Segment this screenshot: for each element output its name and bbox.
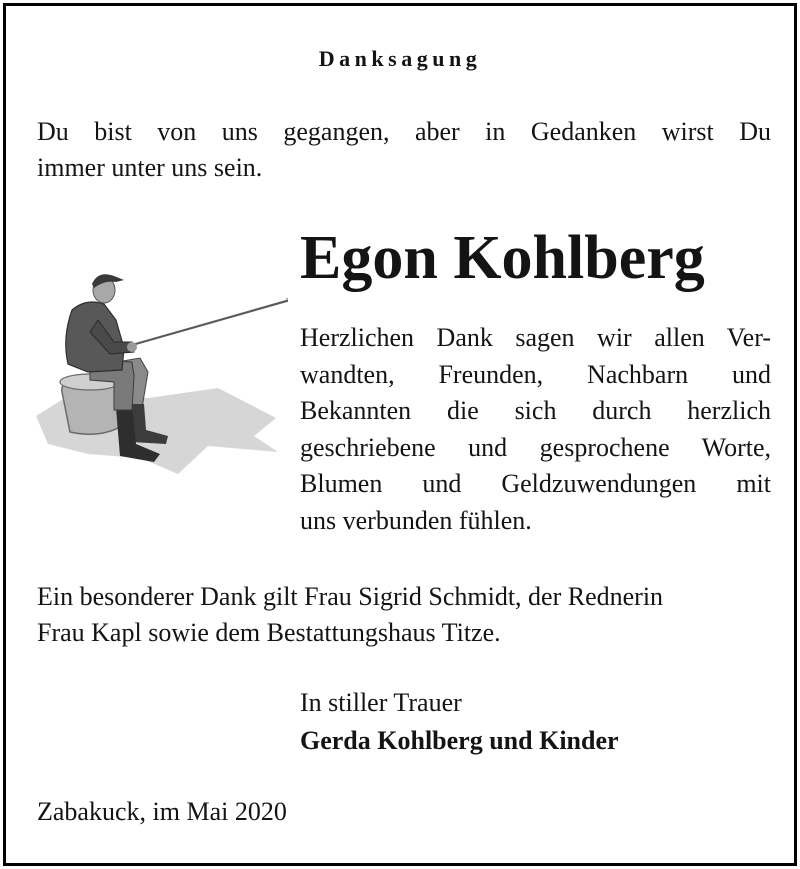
thanks-line: Herzlichen Dank sagen wir allen Ver- [300, 323, 771, 352]
deceased-name: Egon Kohlberg [300, 224, 705, 292]
intro-line: Du bist von uns gegangen, aber in Gedanken wirst Du [37, 117, 771, 146]
intro-line: immer unter uns sein. [37, 153, 263, 182]
thanks-text [300, 320, 771, 539]
hand [127, 342, 137, 352]
fisherman-illustration [28, 268, 288, 478]
fishing-rod [132, 300, 288, 345]
special-thanks-line: Ein besonderer Dank gilt Frau Sigrid Schmidt, der Rednerin [37, 582, 664, 611]
thanks-line: Blumen und Geldzuwendungen mit [300, 469, 771, 498]
thanks-line: wandten, Freunden, Nachbarn und [300, 359, 771, 389]
mourning-label: In stiller Trauer [300, 688, 462, 717]
special-thanks-text [37, 579, 777, 651]
family-names: Gerda Kohlberg und Kinder [300, 726, 619, 755]
thanks-line: uns verbunden fühlen. [300, 505, 532, 535]
mourning-signature [300, 684, 619, 760]
obituary-thank-you-notice [3, 3, 797, 866]
intro-text [37, 114, 771, 186]
notice-heading: Danksagung [318, 46, 482, 71]
thanks-line: Bekannten die sich durch herzlich [300, 396, 771, 425]
place-and-date: Zabakuck, im Mai 2020 [37, 797, 287, 826]
thanks-line: geschriebene und gesprochene Worte, [300, 432, 771, 462]
special-thanks-line: Frau Kapl sowie dem Bestattungshaus Titze. [37, 618, 501, 647]
